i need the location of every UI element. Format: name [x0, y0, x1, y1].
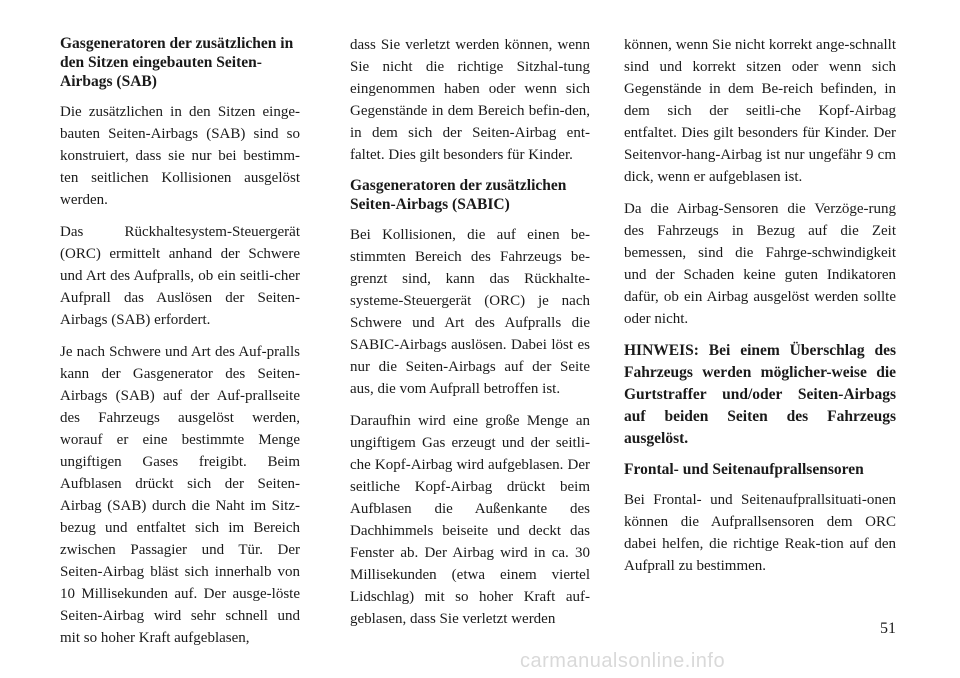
section-heading-sab: Gasgeneratoren der zusätzlichen in den Sitzen eingebauten Seiten-Airbags (SAB) — [60, 35, 294, 90]
section-heading-sabic: Gasgeneratoren der zusätzlichen Seiten-Airbags (SABIC) — [350, 177, 567, 213]
paragraph: Bei Kollisionen, die auf einen be-stimmten Bereich des Fahrzeugs be-grenzt sind, kann das Rückhalte-systeme-Steuergerät (ORC) je nach Schwere und Art des Aufpralls die SABIC-Airbags auslösen. Dabei löst es nur die Seiten-Airbags auf der Seite aus, die vom Aufprall betroffen ist. — [350, 227, 590, 397]
section-heading-sensors: Frontal- und Seitenaufprallsensoren — [624, 461, 864, 478]
column-2 — [350, 34, 590, 640]
paragraph: Daraufhin wird eine große Menge an ungiftigem Gas erzeugt und der seitli-che Kopf-Airbag wird aufgeblasen. Der seitliche Kopf-Airbag drückt beim Aufblasen die Außenkante des Dachhimmels beiseite und deckt das Fenster ab. Der Airbag wird in ca. 30 Millisekunden (etwa einem viertel Lidschlag) mit so hoher Kraft auf-geblasen, dass Sie verletzt werden — [350, 413, 590, 627]
column-1 — [60, 34, 300, 659]
page-number: 51 — [880, 620, 896, 637]
paragraph: Die zusätzlichen in den Sitzen einge-bauten Seiten-Airbags (SAB) sind so konstruiert, dass sie nur bei bestimm-ten seitlichen Kollisionen ausgelöst werden. — [60, 104, 300, 208]
column-3 — [624, 34, 896, 587]
note-hinweis: HINWEIS: Bei einem Überschlag des Fahrzeugs werden möglicher-weise die Gurtstraffer und/oder Seiten-Airbags auf beiden Seiten des Fahrzeugs ausgelöst. — [624, 342, 896, 447]
paragraph: Da die Airbag-Sensoren die Verzöge-rung des Fahrzeugs in Bezug auf die Zeit bemessen, sind die Fahrge-schwindigkeit und der Schaden keine guten Indikatoren dafür, ob ein Airbag ausgelöst werden sollte oder nicht. — [624, 201, 896, 327]
paragraph: Je nach Schwere und Art des Auf-pralls kann der Gasgenerator des Seiten-Airbags (SAB) auf der Auf-prallseite des Fahrzeugs ausgelöst werden, worauf er eine bestimmte Menge ungiftigen Gases freigibt. Beim Aufblasen drückt sich der Seiten-Airbag (SAB) durch die Naht im Sitz-bezug und entfaltet sich im Bereich zwischen Passagier und Tür. Der Seiten-Airbag bläst sich innerhalb von 10 Millisekunden auf. Der ausge-löste Seiten-Airbag wird sehr schnell und mit so hoher Kraft aufgeblasen, — [60, 344, 300, 646]
paragraph: können, wenn Sie nicht korrekt ange-schnallt sind und korrekt sitzen oder wenn sich Gegenstände in dem Be-reich befinden, in dem sich der seitli-che Kopf-Airbag entfaltet. Dies gilt besonders für Kinder. Der Seitenvor-hang-Airbag ist nur ungefähr 9 cm dick, wenn er aufgeblasen ist. — [624, 37, 896, 185]
watermark: carmanualsonline.info — [520, 650, 726, 672]
paragraph: dass Sie verletzt werden können, wenn Sie nicht die richtige Sitzhal-tung eingenommen haben oder wenn sich Gegenstände in dem Bereich befin-den, in dem sich der Seiten-Airbag ent-faltet. Dies gilt besonders für Kinder. — [350, 37, 590, 163]
paragraph: Bei Frontal- und Seitenaufprallsituati-onen können die Aufprallsensoren dem ORC dabei helfen, die richtige Reak-tion auf den Aufprall zu bestimmen. — [624, 492, 896, 574]
paragraph: Das Rückhaltesystem-Steuergerät (ORC) ermittelt anhand der Schwere und Art des Aufpralls, ob ein seitli-cher Aufprall das Auslösen der Seiten-Airbags (SAB) erfordert. — [60, 224, 300, 328]
